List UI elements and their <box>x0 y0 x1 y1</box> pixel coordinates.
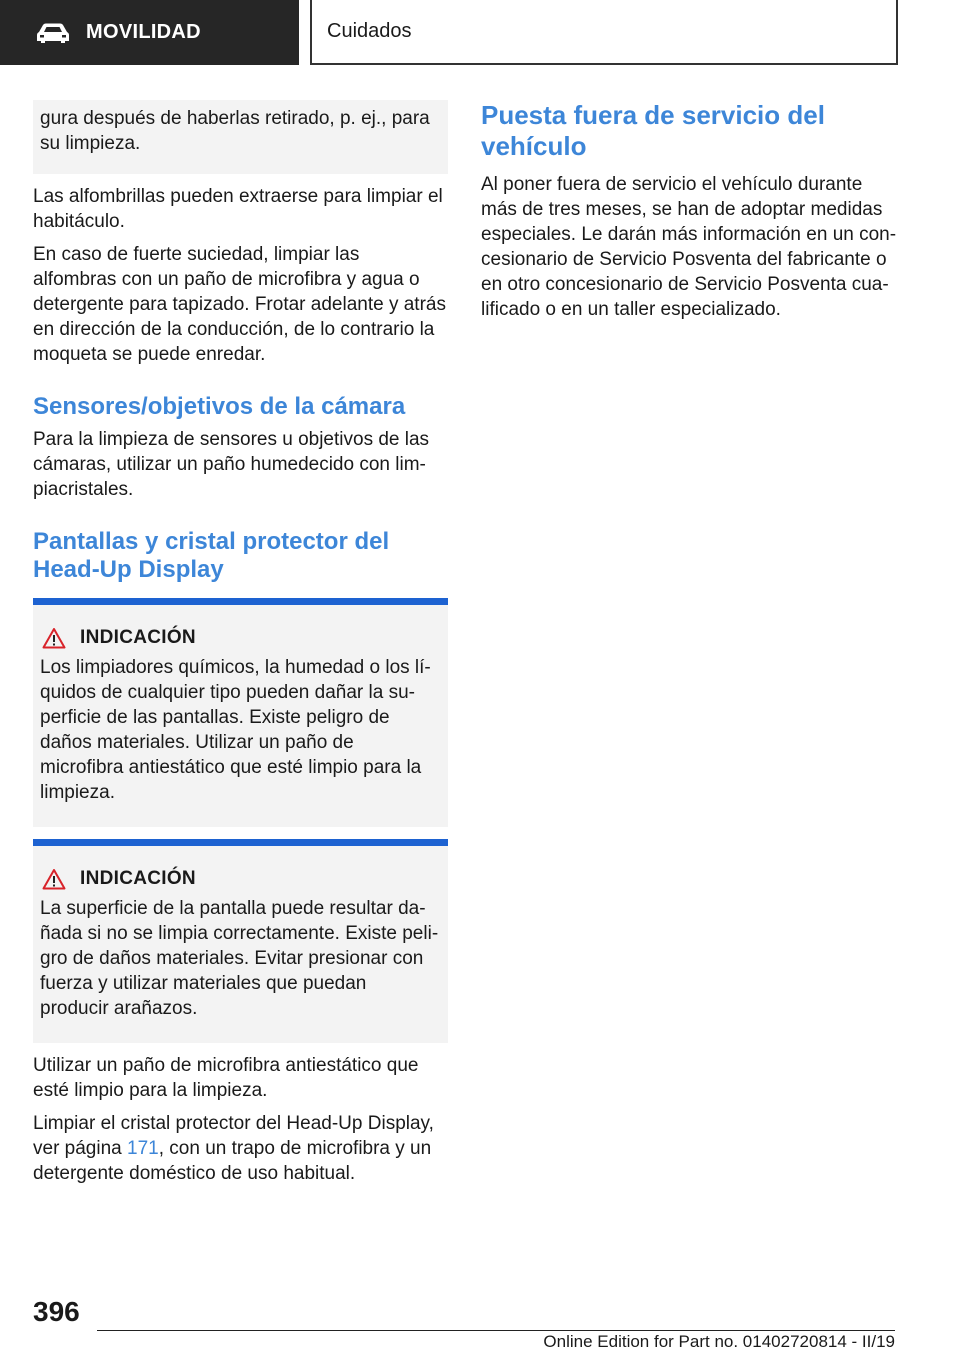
section-tab <box>0 0 299 65</box>
footer-divider <box>97 1330 895 1331</box>
chapter-tab <box>310 0 898 65</box>
warning-icon <box>42 627 66 649</box>
notice-header <box>40 627 440 649</box>
page-number: 396 <box>33 1296 80 1327</box>
page-link[interactable]: 171 <box>127 1138 159 1159</box>
intro-box <box>33 100 448 174</box>
paragraph-text: , con un trapo de microfibra y un detergente doméstico de uso habitual. <box>33 1138 432 1184</box>
paragraph: En caso de fuerte suciedad, limpiar las alfombras con un paño de microfibra y agua o detergente para tapizado. Frotar adelante y atrás en dirección de la conducción, de lo contrario la moqueta se puede enredar. <box>33 244 446 365</box>
paragraph-text: Limpiar el cristal protector del Head-Up Display, ver página <box>33 1113 434 1159</box>
paragraph <box>33 1111 448 1186</box>
notice-box <box>33 839 448 1043</box>
section-label: MOVILIDAD <box>86 21 201 43</box>
left-column <box>33 100 448 1194</box>
notice-title: INDICACIÓN <box>80 868 196 889</box>
heading-sensors: Sensores/objetivos de la cámara <box>33 393 406 420</box>
paragraph: Para la limpieza de sensores u objetivos de las cámaras, utilizar un paño humedecido con limpiacristales. <box>33 429 430 500</box>
car-icon <box>36 22 70 44</box>
heading-decommission: Puesta fuera de servicio del vehículo <box>481 100 825 161</box>
notice-title: INDICACIÓN <box>80 627 196 648</box>
paragraph: Al poner fuera de servicio el vehículo durante más de tres meses, se han de adoptar medidas especiales. Le darán más información en un concesionario de Servicio Posventa del fabricante o en otro concesionario de Servicio Posventa cualificado o en un taller especializado. <box>481 174 897 320</box>
heading-displays: Pantallas y cristal protector del Head-Up Display <box>33 528 390 583</box>
intro-text: gura después de haberlas retirado, p. ej., para su limpieza. <box>40 108 430 154</box>
notice-box <box>33 598 448 827</box>
chapter-label: Cuidados <box>327 20 412 42</box>
paragraph: Utilizar un paño de microfibra antiestático que esté limpio para la limpieza. <box>33 1055 419 1101</box>
notice-text: Los limpiadores químicos, la humedad o los líquidos de cualquier tipo pueden dañar la superficie de las pantallas. Existe peligro de daños materiales. Utilizar un paño de microfibra antiestático que esté limpio para la limpieza. <box>40 657 431 803</box>
edition-text: Online Edition for Part no. 01402720814 - II/19 <box>543 1332 895 1351</box>
notice-header <box>40 868 440 890</box>
paragraph: Las alfombrillas pueden extraerse para limpiar el habitáculo. <box>33 186 443 232</box>
notice-text: La superficie de la pantalla puede resultar dañada si no se limpia correctamente. Existe peligro de daños materiales. Evitar presionar con fuerza y utilizar materiales que puedan producir arañazos. <box>40 898 439 1019</box>
warning-icon <box>42 868 66 890</box>
right-column <box>481 100 897 330</box>
